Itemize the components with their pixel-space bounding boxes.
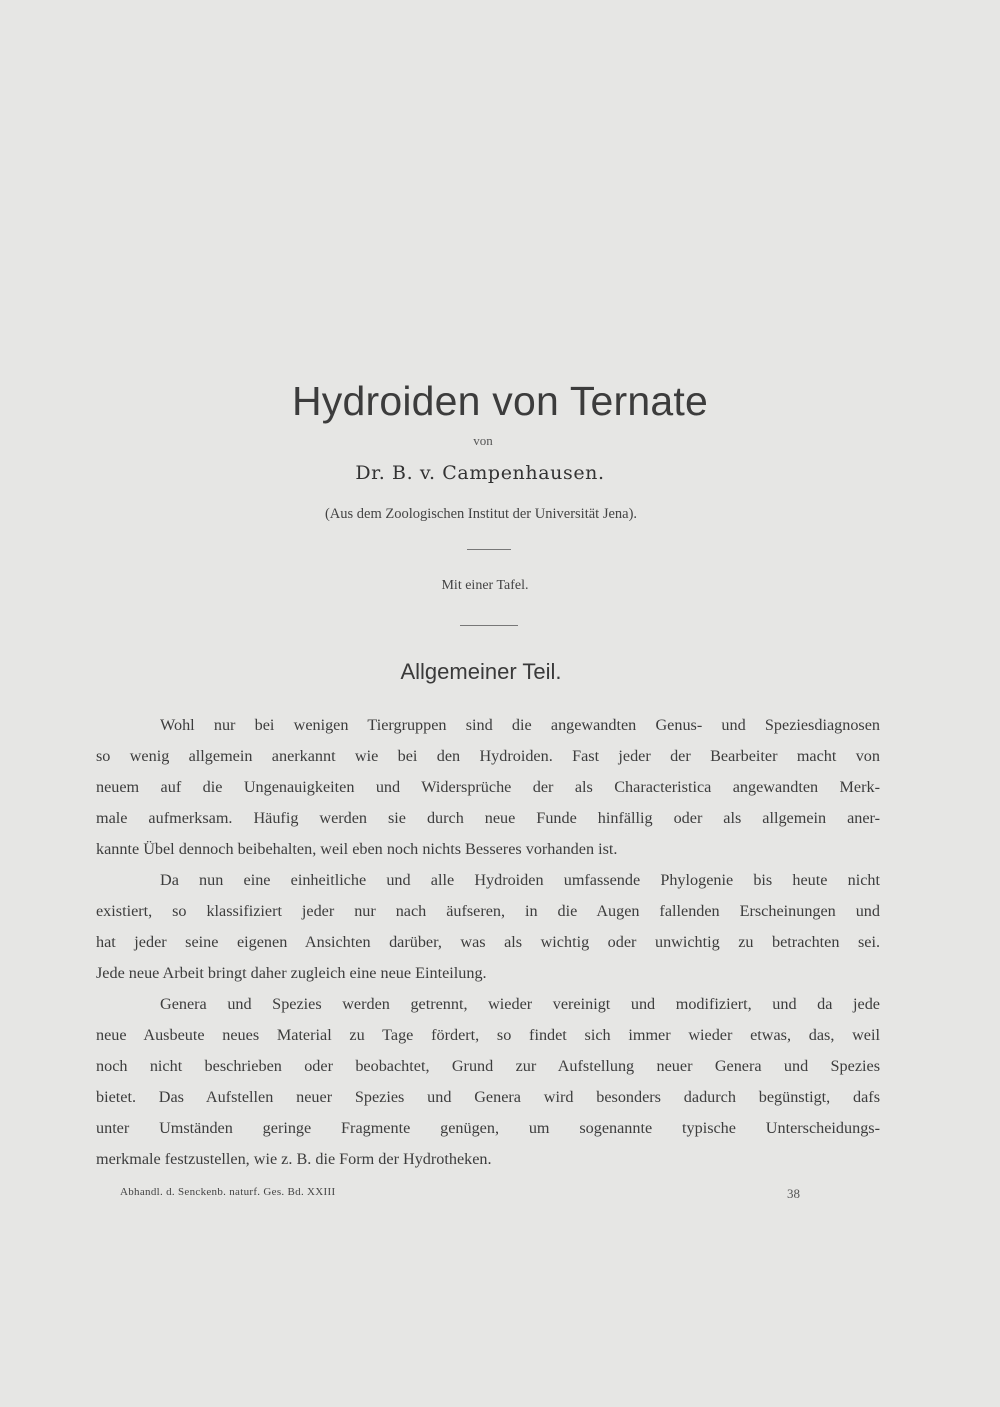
journal-footer: Abhandl. d. Senckenb. naturf. Ges. Bd. XXIII bbox=[120, 1186, 336, 1198]
plate-note: Mit einer Tafel. bbox=[441, 578, 529, 593]
body-text-line: Jede neue Arbeit bringt daher zugleich eine neue Einteilung. bbox=[96, 964, 487, 982]
page-number: 38 bbox=[787, 1186, 800, 1201]
body-text-line: hat jeder seine eigenen Ansichten darüber, was als wichtig oder unwichtig zu betrachten sei. bbox=[96, 933, 880, 951]
body-text-line: neuem auf die Ungenauigkeiten und Widersprüche der als Characteristica angewandten Merk- bbox=[96, 778, 880, 796]
divider-rule bbox=[460, 625, 518, 626]
body-text-line: unter Umständen geringe Fragmente genügen, um sogenannte typische Unterscheidungs- bbox=[96, 1119, 880, 1137]
body-text-line: merkmale festzustellen, wie z. B. die Form der Hydrotheken. bbox=[96, 1150, 492, 1168]
divider-rule bbox=[467, 549, 511, 550]
body-text-line: Genera und Spezies werden getrennt, wieder vereinigt und modifiziert, und da jede bbox=[160, 995, 880, 1013]
body-text-line: so wenig allgemein anerkannt wie bei den Hydroiden. Fast jeder der Bearbeiter macht von bbox=[96, 747, 880, 765]
body-text-line: neue Ausbeute neues Material zu Tage fördert, so findet sich immer wieder etwas, das, weil bbox=[96, 1026, 880, 1044]
article-title: Hydroiden von Ternate bbox=[292, 378, 708, 424]
section-heading: Allgemeiner Teil. bbox=[400, 659, 562, 684]
author-affiliation: (Aus dem Zoologischen Institut der Universität Jena). bbox=[324, 506, 638, 522]
byline-von: von bbox=[473, 433, 493, 448]
author-name: Dr. B. v. Campenhausen. bbox=[355, 462, 605, 484]
body-text-line: male aufmerksam. Häufig werden sie durch neue Funde hinfällig oder als allgemein aner- bbox=[96, 809, 880, 827]
body-text-line: noch nicht beschrieben oder beobachtet, Grund zur Aufstellung neuer Genera und Spezies bbox=[96, 1057, 880, 1075]
body-text-line: existiert, so klassifiziert jeder nur nach äufseren, in die Augen fallenden Erscheinungen und bbox=[96, 902, 880, 920]
body-text-line: bietet. Das Aufstellen neuer Spezies und Genera wird besonders dadurch begünstigt, dafs bbox=[96, 1088, 880, 1106]
body-text-line: Da nun eine einheitliche und alle Hydroiden umfassende Phylogenie bis heute nicht bbox=[160, 871, 880, 889]
body-text-line: kannte Übel dennoch beibehalten, weil eben noch nichts Besseres vorhanden ist. bbox=[96, 840, 618, 858]
body-text-line: Wohl nur bei wenigen Tiergruppen sind die angewandten Genus- und Speziesdiagnosen bbox=[160, 716, 880, 734]
